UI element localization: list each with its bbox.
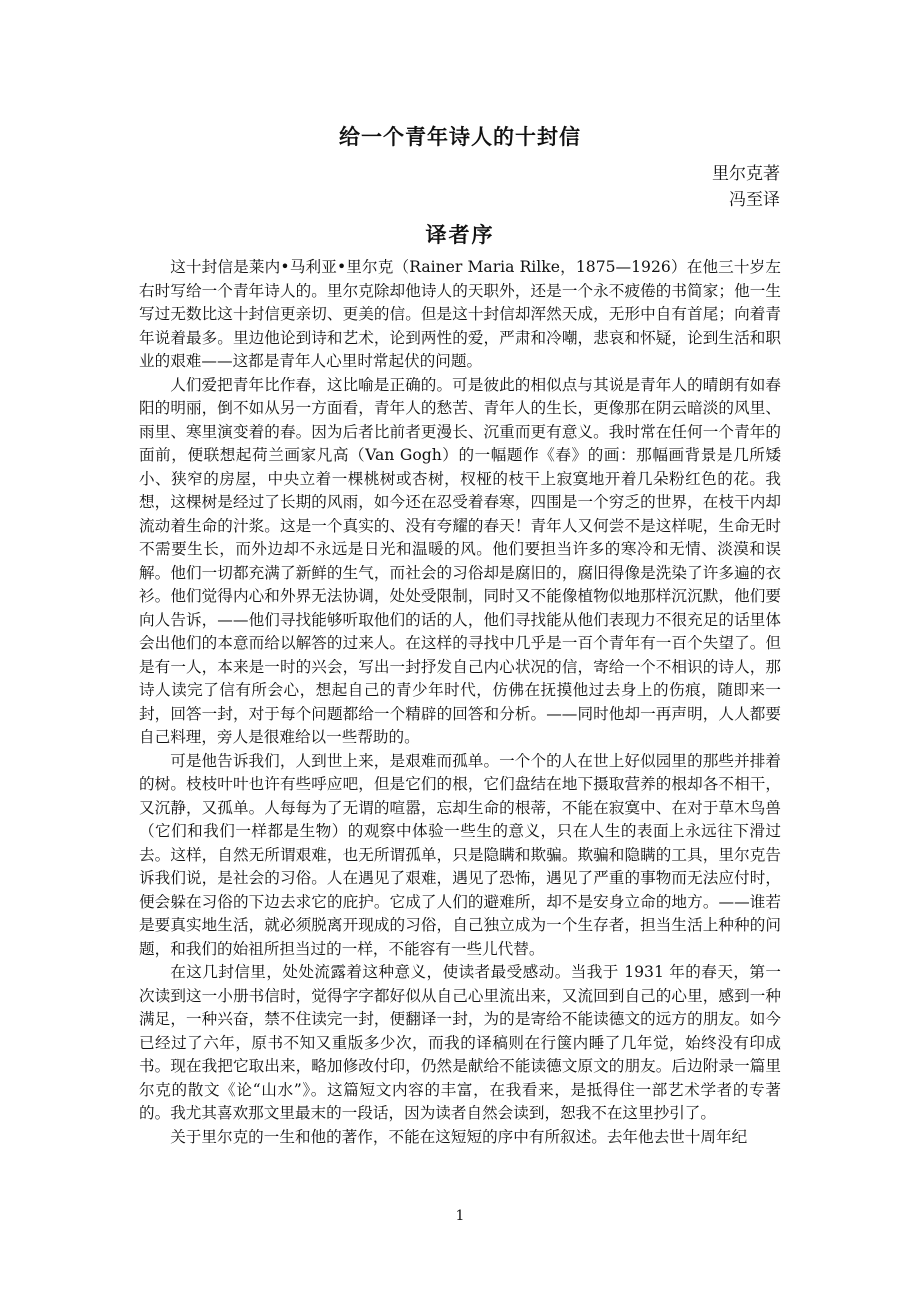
paragraph: 关于里尔克的一生和他的著作，不能在这短短的序中有所叙述。去年他去世十周年纪: [170, 1127, 748, 1146]
paragraph: 在这几封信里，处处流露着这种意义，使读者最受感动。当我于 1931 年的春天，第一次读到这一小册书信时，觉得字字都好似从自己心里流出来，又流回到自己的心里，感到一种满足，一种兴奋，禁不住读完一封，便翻译一封，为的是寄给不能读德文的远方的朋友。如今已经过了六年，原书不知又重版多少次，而我的译稿则在行箧内睡了几年觉，始终没有印成书。现在我把它取出来，略加修改付印，仍然是献给不能读德文原文的朋友。后边附录一篇里尔克的散文《论“山水”》。这篇短文内容的丰富，在我看来，是抵得住一部艺术学者的专著的。我尤其喜欢那文里最末的一段话，因为读者自然会读到，恕我不在这里抄引了。: [139, 963, 781, 1122]
paragraph: 人们爱把青年比作春，这比喻是正确的。可是彼此的相似点与其说是青年人的晴朗有如春阳的明丽，倒不如从另一方面看，青年人的愁苦、青年人的生长，更像那在阴云暗淡的风里、雨里、寒里演变着的春。因为后者比前者更漫长、沉重而更有意义。我时常在任何一个青年的面前，便联想起荷兰画家凡高（Van Gogh）的一幅题作《春》的画：那幅画背景是几所矮小、狭窄的房屋，中央立着一棵桃树或杏树，杈桠的枝干上寂寞地开着几朵粉红色的花。我想，这棵树是经过了长期的风雨，如今还在忍受着春寒，四围是一个穷乏的世界，在枝干内却流动着生命的汁浆。这是一个真实的、没有夸耀的春天！青年人又何尝不是这样呢，生命无时不需要生长，而外边却不永远是日光和温暖的风。他们要担当许多的寒冷和无情、淡漠和误解。他们一切都充满了新鲜的生气，而社会的习俗却是腐旧的，腐旧得像是洗染了许多遍的衣衫。他们觉得内心和外界无法协调，处处受限制，同时又不能像植物似地那样沉沉默，他们要向人告诉，——他们寻找能够听取他们的话的人，他们寻找能从他们表现力不很充足的话里体会出他们的本意而给以解答的过来人。在这样的寻找中几乎是一百个青年有一百个失望了。但是有一人，本来是一时的兴会，写出一封抒发自己内心状况的信，寄给一个不相识的诗人，那诗人读完了信有所会心，想起自己的青少年时代，仿佛在抚摸他过去身上的伤痕，随即来一封，回答一封，对于每个问题都给一个精辟的回答和分析。——同时他却一再声明，人人都要自己料理，旁人是很难给以一些帮助的。: [139, 375, 781, 746]
translator-line: 冯至译: [729, 190, 780, 210]
page-number: 1: [455, 1208, 465, 1224]
paragraph: 可是他告诉我们，人到世上来，是艰难而孤单。一个个的人在世上好似园里的那些并排着的树。枝枝叶叶也许有些呼应吧，但是它们的根，它们盘结在地下摄取营养的根却各不相干，又沉静，又孤单。人每每为了无谓的喧嚣，忘却生命的根蒂，不能在寂寞中、在对于草木鸟兽（它们和我们一样都是生物）的观察中体验一些生的意义，只在人生的表面上永远往下滑过去。这样，自然无所谓艰难，也无所谓孤单，只是隐瞒和欺骗。欺骗和隐瞒的工具，里尔克告诉我们说，是社会的习俗。人在遇见了艰难，遇见了恐怖，遇见了严重的事物而无法应付时，便会躲在习俗的下边去求它的庇护。它成了人们的避难所，却不是安身立命的地方。——谁若是要真实地生活，就必须脱离开现成的习俗，自己独立成为一个生存者，担当生活上种种的问题，和我们的始祖所担当过的一样，不能容有一些儿代替。: [139, 751, 781, 958]
paragraph: 这十封信是莱内•马利亚•里尔克（Rainer Maria Rilke，1875—1926）在他三十岁左右时写给一个青年诗人的。里尔克除却他诗人的天职外，还是一个永不疲倦的书简家；他一生写过无数比这十封信更亲切、更美的信。但是这十封信却浑然天成，无形中自有首尾；向着青年说着最多。里边他论到诗和艺术，论到两性的爱，严肃和冷嘲，悲哀和怀疑，论到生活和职业的艰难——这都是青年人心里时常起伏的问题。: [139, 258, 781, 370]
document-title: 给一个青年诗人的十封信: [339, 124, 581, 149]
preface-body: [139, 256, 781, 1149]
section-title: 译者序: [425, 222, 495, 247]
author-line: 里尔克著: [712, 164, 780, 184]
